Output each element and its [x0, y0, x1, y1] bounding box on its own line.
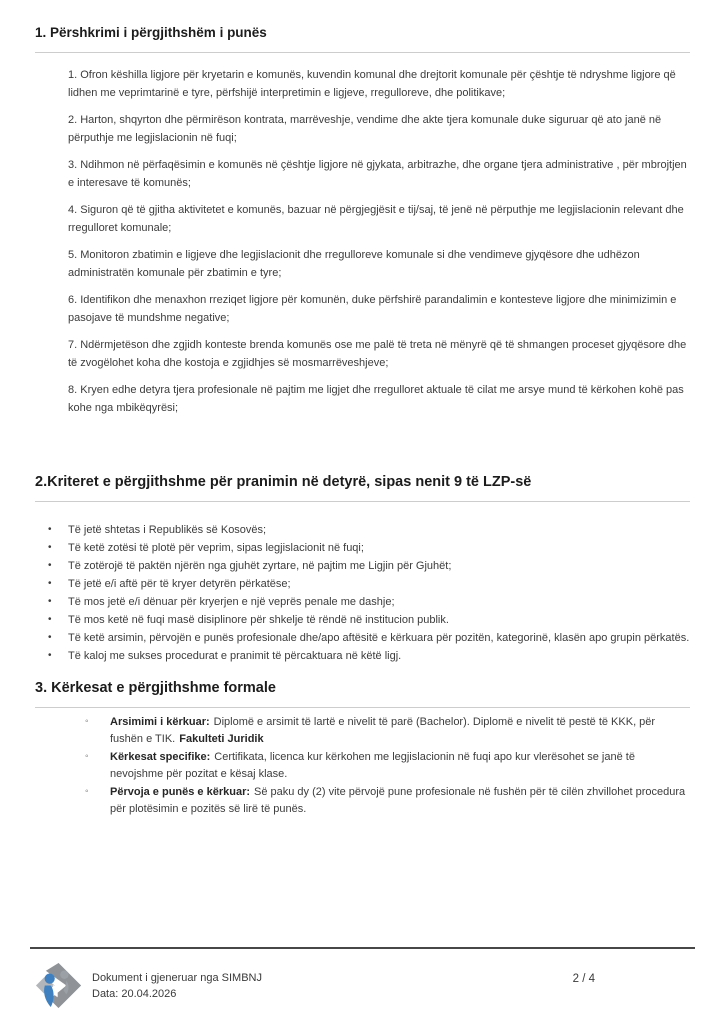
bullet-dot-icon: •	[48, 542, 52, 553]
criteria-item-text: Të jetë shtetas i Republikës së Kosovës;	[68, 524, 267, 536]
bullet-dot-icon: •	[48, 650, 52, 661]
criteria-item	[48, 612, 690, 628]
page-number: 2 / 4	[572, 973, 595, 985]
section-admission-criteria	[35, 473, 690, 664]
duty-paragraph: 1. Ofron këshilla ligjore për kryetarin e komunës, kuvendin komunal dhe drejtorit komunale për çështje të ndryshme ligjore që lidhen me veprimtarinë e tyre, përfshijë interpretimin e ligjeve, rregulloreve, dhe politikave;	[68, 69, 676, 99]
criteria-item-text: Të mos jetë e/i dënuar për kryerjen e një veprës penale me dashje;	[68, 596, 395, 608]
duty-paragraph: 4. Siguron që të gjitha aktivitetet e komunës, bazuar në përgjegjësit e tij/saj, të jenë në përputhje me legjislacionin relevant dhe rregulloret komunale;	[68, 204, 684, 234]
requirement-item	[85, 784, 690, 817]
duty-paragraph: 2. Harton, shqyrton dhe përmirëson kontrata, marrëveshje, vendime dhe akte tjera komunale duke siguruar që ato janë në përputhje me legjislacionin në fuqi;	[68, 114, 662, 144]
requirement-item	[85, 714, 690, 747]
bullet-dot-icon: •	[48, 524, 52, 535]
bullet-dot-icon: •	[48, 632, 52, 643]
duty-paragraph: 3. Ndihmon në përfaqësimin e komunës në çështje ligjore në gjykata, arbitrazhe, dhe organe tjera administrative , për mbrojtjen e interesave të komunës;	[68, 159, 687, 189]
criteria-item	[48, 594, 690, 610]
footer-text-block	[92, 970, 262, 1002]
footer-row	[30, 962, 695, 1009]
criteria-item	[48, 522, 690, 538]
footer-date-text: Data: 20.04.2026	[92, 987, 177, 1000]
section-job-description	[35, 24, 690, 417]
criteria-item-text: Të mos ketë në fuqi masë disiplinore për shkelje të rëndë në institucion publik.	[68, 614, 449, 626]
duty-paragraph: 6. Identifikon dhe menaxhon rreziqet ligjore për komunën, duke përfshirë parandalimin e kontesteve ligjore dhe minimizimin e pasojave të mundshme negative;	[68, 294, 677, 324]
criteria-list	[35, 522, 690, 664]
requirement-item-text	[110, 784, 690, 817]
criteria-item-text: Të kaloj me sukses procedurat e pranimit të përcaktuara në këtë ligj.	[68, 650, 402, 662]
requirement-item	[85, 749, 690, 782]
requirement-body: Së paku dy (2) vite përvojë pune profesionale në fushën për të cilën zhvillohet procedura për plotësimin e pozitës së lirë të punës.	[110, 786, 686, 815]
duty-paragraph: 5. Monitoron zbatimin e ligjeve dhe legjislacionit dhe rregulloreve komunale si dhe vendimeve gjyqësore dhe udhëzon administratën komunale për zbatimin e tyre;	[68, 249, 640, 279]
bullet-dot-icon: •	[48, 614, 52, 625]
criteria-item	[48, 576, 690, 592]
requirement-label: Kërkesat specifike:	[110, 751, 211, 763]
section-3-heading: 3. Kërkesat e përgjithshme formale	[35, 679, 690, 708]
requirement-item-text	[110, 714, 690, 747]
criteria-item-text: Të ketë arsimin, përvojën e punës profesionale dhe/apo aftësitë e kërkuara për pozitën, kategorinë, klasën apo grupin përkatës.	[68, 632, 690, 644]
bullet-dot-icon: •	[48, 578, 52, 589]
criteria-item-text: Të jetë e/i aftë për të kryer detyrën përkatëse;	[68, 578, 291, 590]
requirement-label: Arsimimi i kërkuar:	[110, 716, 210, 728]
bullet-dot-icon: •	[48, 560, 52, 571]
simbnj-logo	[35, 962, 82, 1009]
section-formal-requirements	[35, 679, 690, 817]
requirement-body: Certifikata, licenca kur kërkohen me legjislacionin në fuqi apo kur vlerësohet se janë të nevojshme për pozitat e kësaj klase.	[110, 751, 635, 780]
page-footer	[30, 947, 695, 1009]
bullet-circle-icon: ◦	[85, 751, 89, 762]
bullet-circle-icon: ◦	[85, 716, 89, 727]
footer-divider	[30, 947, 695, 949]
bullet-circle-icon: ◦	[85, 786, 89, 797]
duty-paragraph: 8. Kryen edhe detyra tjera profesionale në pajtim me ligjet dhe rregulloret aktuale të cilat me arsye mund të kërkohen kohë pas kohe nga mbikëqyrësi;	[68, 384, 684, 414]
criteria-item	[48, 630, 690, 646]
section-1-paragraphs	[68, 67, 690, 417]
requirement-body: Diplomë e arsimit të lartë e nivelit të parë (Bachelor). Diplomë e nivelit të pestë të KKK, për fushën e TIK.	[110, 716, 656, 745]
footer-generated-text: Dokument i gjeneruar nga SIMBNJ	[92, 971, 262, 984]
requirement-item-text	[110, 749, 690, 782]
duty-paragraph: 7. Ndërmjetëson dhe zgjidh konteste brenda komunës ose me palë të treta në mënyrë që të shmangen proceset gjyqësore dhe të zvogëlohet koha dhe kostoja e zgjidhjes së mosmarrëveshjeve;	[68, 339, 687, 369]
section-2-heading: 2.Kriteret e përgjithshme për pranimin në detyrë, sipas nenit 9 të LZP-së	[35, 473, 690, 502]
criteria-item	[48, 540, 690, 556]
criteria-item-text: Të zotërojë të paktën njërën nga gjuhët zyrtare, në pajtim me Ligjin për Gjuhët;	[68, 560, 452, 572]
requirement-label: Përvoja e punës e kërkuar:	[110, 786, 251, 798]
section-1-heading: 1. Përshkrimi i përgjithshëm i punës	[35, 24, 690, 53]
criteria-item	[48, 558, 690, 574]
requirement-bold-suffix: Fakulteti Juridik	[179, 732, 264, 745]
criteria-item-text: Të ketë zotësi të plotë për veprim, sipas legjislacionit në fuqi;	[68, 542, 364, 554]
requirements-list	[35, 714, 690, 817]
criteria-item	[48, 648, 690, 664]
bullet-dot-icon: •	[48, 596, 52, 607]
